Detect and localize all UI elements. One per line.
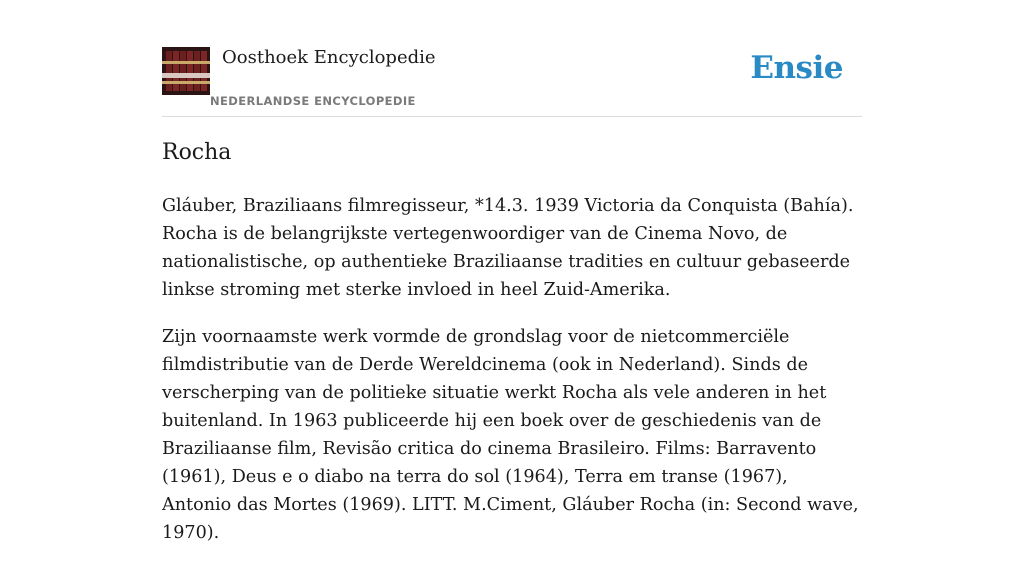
article-title: Rocha: [162, 140, 232, 165]
site-header: [162, 46, 862, 117]
brand-logo[interactable]: Ensie: [750, 50, 843, 86]
site-subtitle: NEDERLANDSE ENCYCLOPEDIE: [210, 94, 416, 108]
site-title[interactable]: Oosthoek Encyclopedie: [222, 47, 436, 68]
article-body: [162, 192, 862, 566]
article-paragraph: Zijn voornaamste werk vormde de grondslag voor de nietcommerciële filmdistributie van de Derde Wereldcinema (ook in Nederland). Sinds de verscherping van de politieke situatie werkt Rocha als vele anderen in het buitenland. In 1963 publiceerde hij een boek over de geschiedenis van de Braziliaanse film, Revisão critica do cinema Brasileiro. Films: Barravento (1961), Deus e o diabo na terra do sol (1964), Terra em transe (1967), Antonio das Mortes (1969). LITT. M.Ciment, Gláuber Rocha (in: Second wave, 1970).: [162, 327, 859, 543]
article-paragraph: Gláuber, Braziliaans filmregisseur, *14.3. 1939 Victoria da Conquista (Bahía). Rocha is de belangrijkste vertegenwoordiger van de Cinema Novo, de nationalistische, op authentieke Braziliaanse tradities en cultuur gebaseerde linkse stroming met sterke invloed in heel Zuid-Amerika.: [162, 196, 854, 300]
encyclopedia-books-icon[interactable]: [162, 47, 210, 95]
